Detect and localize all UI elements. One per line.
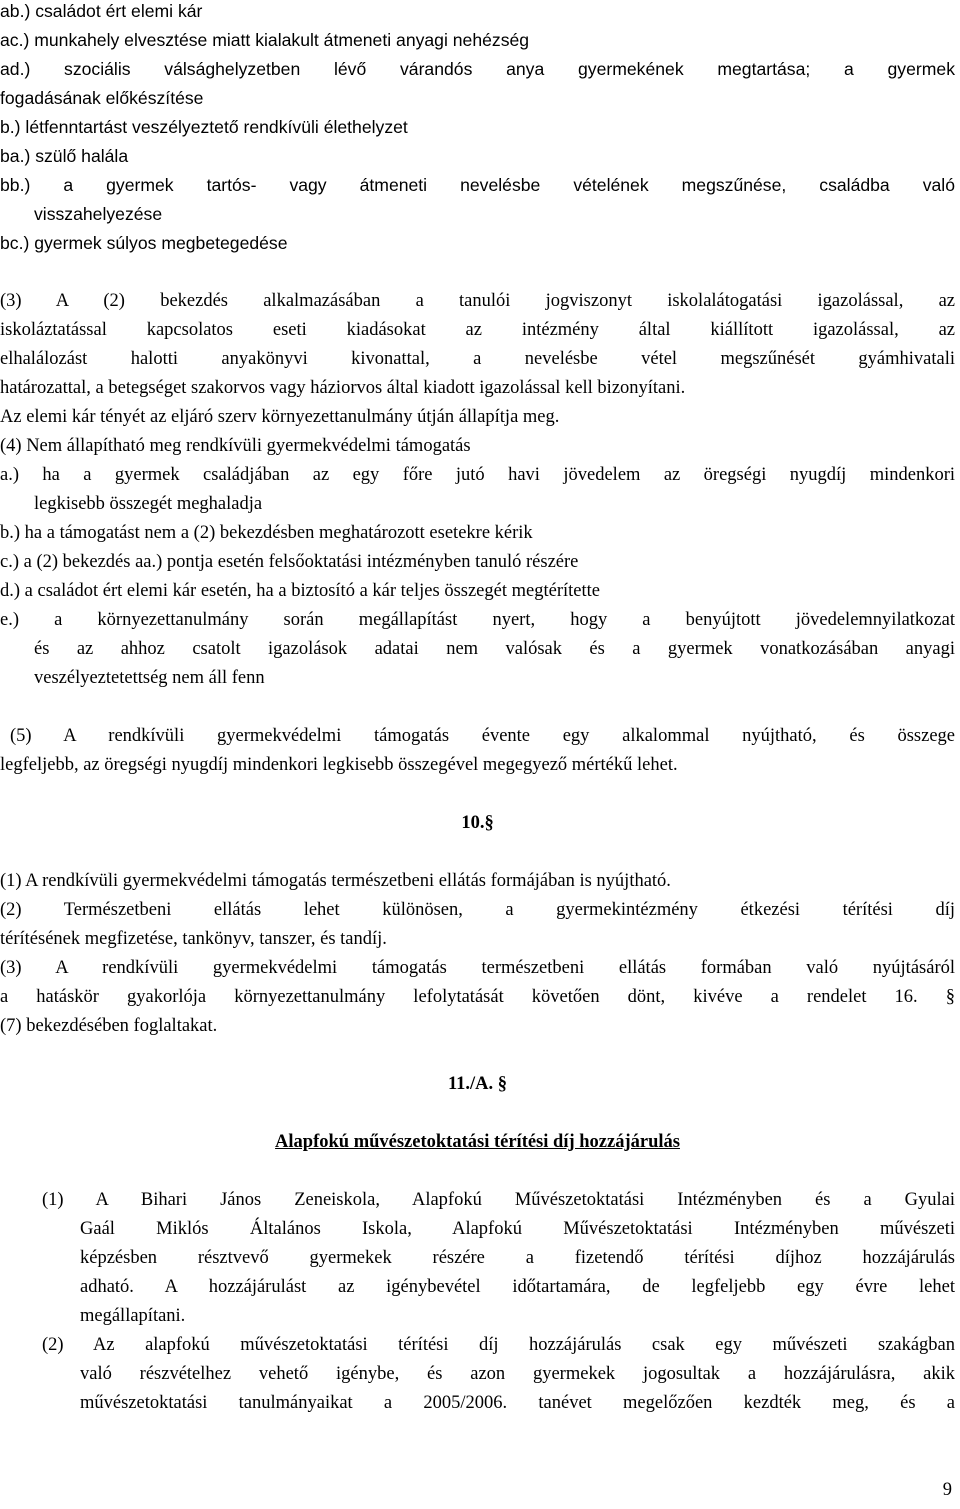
- section-heading-10: 10.§: [461, 813, 494, 833]
- section-title: Alapfokú művészetoktatási térítési díj hozzájárulás: [275, 1132, 680, 1152]
- paragraph-5-line: legfeljebb, az öregségi nyugdíj mindenkori legkisebb összegével megegyező mértékű lehet.: [0, 755, 678, 775]
- paragraph-5: (5) A rendkívüli gyermekvédelmi támogatás évente egy alkalommal nyújtható, és összege: [10, 726, 955, 746]
- list-item-ab: ab.) családot ért elemi kár: [0, 1, 203, 21]
- paragraph-4: (4) Nem állapítható meg rendkívüli gyermekvédelmi támogatás: [0, 436, 471, 456]
- paragraph-10-1: (1) A rendkívüli gyermekvédelmi támogatás természetbeni ellátás formájában is nyújtható.: [0, 871, 671, 891]
- paragraph-10-3-line: (7) bekezdésében foglaltakat.: [0, 1016, 218, 1036]
- paragraph-10-3-line: a hatáskör gyakorlója környezettanulmány lefolytatását követően dönt, kivéve a rendelet 16. §: [0, 987, 955, 1007]
- paragraph-11a-2-line: való részvételhez vehető igénybe, és azon gyermekek jogosultak a hozzájárulásra, akik: [80, 1364, 955, 1384]
- list-item-ad-cont: fogadásának előkészítése: [0, 88, 204, 108]
- paragraph-3-line: iskoláztatással kapcsolatos eseti kiadásokat az intézmény által kiállított igazolással, az: [0, 320, 955, 340]
- paragraph-3-line: elhalálozást halotti anyakönyvi kivonattal, a nevelésbe vétel megszűnését gyámhivatali: [0, 349, 955, 369]
- list-item-4e-cont: és az ahhoz csatolt igazolások adatai nem valósak és a gyermek vonatkozásában anyagi: [34, 639, 955, 659]
- paragraph-10-2: (2) Természetbeni ellátás lehet különösen, a gyermekintézmény étkezési térítési díj: [0, 900, 955, 920]
- paragraph-11a-1: (1) A Bihari János Zeneiskola, Alapfokú Művészetoktatási Intézményben és a Gyulai: [42, 1190, 955, 1210]
- list-item-4b: b.) ha a támogatást nem a (2) bekezdésben meghatározott esetekre kérik: [0, 523, 533, 543]
- paragraph-11a-2: (2) Az alapfokú művészetoktatási térítési díj hozzájárulás csak egy művészeti szakágban: [42, 1335, 955, 1355]
- paragraph-11a-1-line: képzésben résztvevő gyermekek részére a fizetendő térítési díjhoz hozzájárulás: [80, 1248, 955, 1268]
- list-item-ba: ba.) szülő halála: [0, 146, 129, 166]
- paragraph-11a-1-line: megállapítani.: [80, 1306, 186, 1326]
- paragraph-11a-1-line: Gaál Miklós Általános Iskola, Alapfokú Művészetoktatási Intézményben művészeti: [80, 1219, 955, 1239]
- list-item-4e-cont: veszélyeztetettség nem áll fenn: [34, 668, 265, 688]
- paragraph-elemi-kar: Az elemi kár tényét az eljáró szerv környezettanulmány útján állapítja meg.: [0, 407, 560, 427]
- paragraph-3-line: határozattal, a betegséget szakorvos vagy háziorvos által kiadott igazolással kell bizonyítani.: [0, 378, 686, 398]
- list-item-4a-cont: legkisebb összegét meghaladja: [34, 494, 263, 514]
- section-heading-11a: 11./A. §: [447, 1074, 508, 1094]
- paragraph-11a-2-line: művészetoktatási tanulmányaikat a 2005/2006. tanévet megelőzően kezdték meg, és a: [80, 1393, 955, 1413]
- list-item-bb-cont: visszahelyezése: [34, 204, 163, 224]
- list-item-4c: c.) a (2) bekezdés aa.) pontja esetén felsőoktatási intézményben tanuló részére: [0, 552, 579, 572]
- list-item-bb: bb.) a gyermek tartós- vagy átmeneti nevelésbe vételének megszűnése, családba való: [0, 175, 955, 195]
- list-item-4e: e.) a környezettanulmány során megállapítást nyert, hogy a benyújtott jövedelemnyilatkozat: [0, 610, 955, 630]
- list-item-4a: a.) ha a gyermek családjában az egy főre jutó havi jövedelem az öregségi nyugdíj mindenkori: [0, 465, 955, 485]
- list-item-b: b.) létfenntartást veszélyeztető rendkívüli élethelyzet: [0, 117, 408, 137]
- paragraph-3: (3) A (2) bekezdés alkalmazásában a tanulói jogviszonyt iskolalátogatási igazolással, az: [0, 291, 955, 311]
- paragraph-11a-1-line: adható. A hozzájárulást az igénybevétel időtartamára, de legfeljebb egy évre lehet: [80, 1277, 955, 1297]
- list-item-4d: d.) a családot ért elemi kár esetén, ha a biztosító a kár teljes összegét megtérítette: [0, 581, 600, 601]
- list-item-ac: ac.) munkahely elvesztése miatt kialakult átmeneti anyagi nehézség: [0, 30, 530, 50]
- list-item-ad: ad.) szociális válsághelyzetben lévő várandós anya gyermekének megtartása; a gyermek: [0, 59, 955, 79]
- paragraph-10-2-line: térítésének megfizetése, tankönyv, tanszer, és tandíj.: [0, 929, 387, 949]
- paragraph-10-3: (3) A rendkívüli gyermekvédelmi támogatás természetbeni ellátás formában való nyújtásáról: [0, 958, 955, 978]
- page-number: 9: [942, 1480, 952, 1500]
- list-item-bc: bc.) gyermek súlyos megbetegedése: [0, 233, 288, 253]
